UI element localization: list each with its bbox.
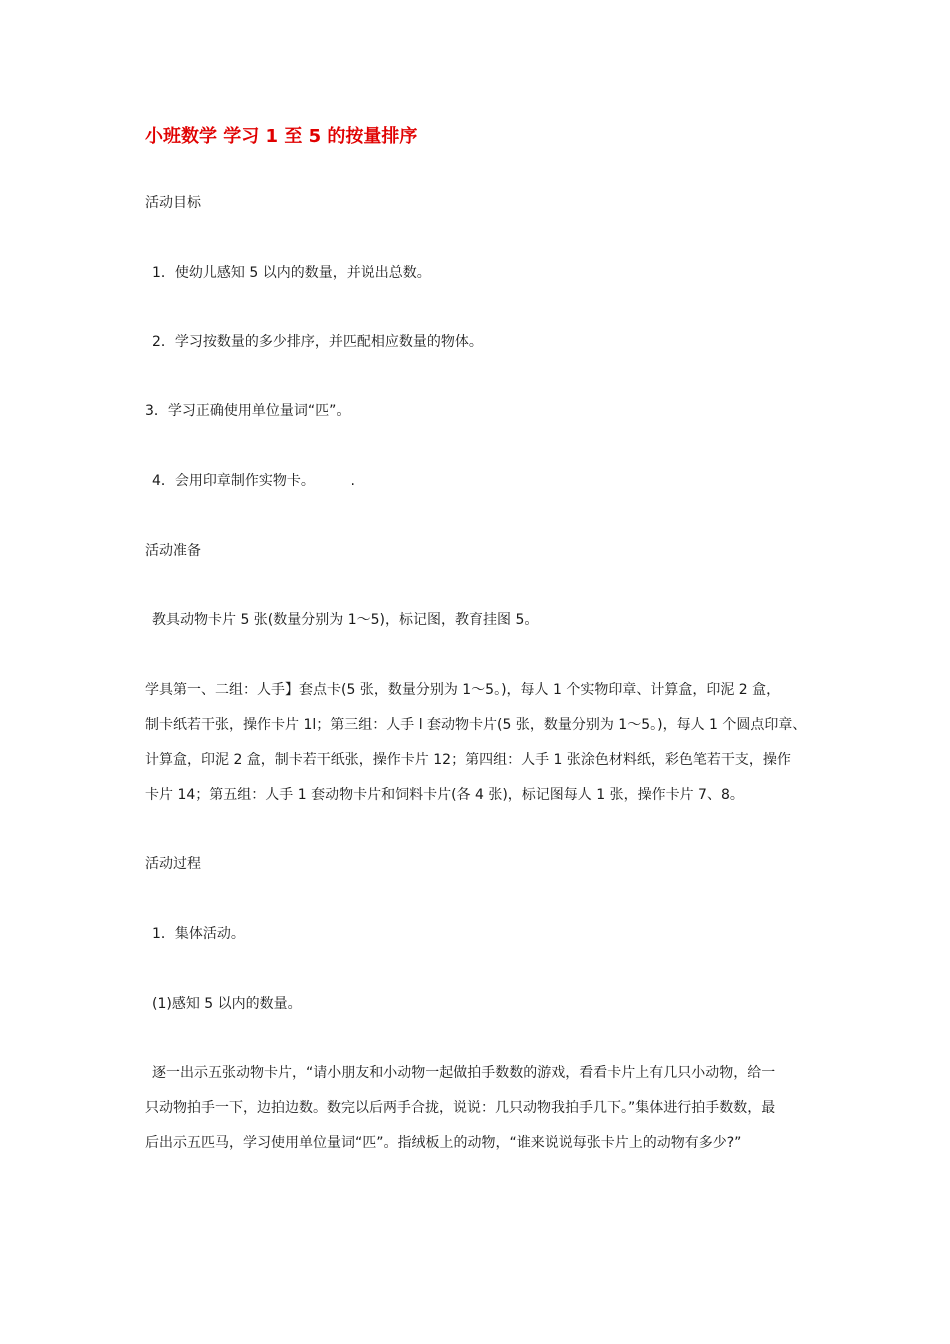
goal-item: 2．学习按数量的多少排序，并匹配相应数量的物体。 [152, 334, 483, 350]
prep-student-line: 卡片 14；第五组：人手 1 套动物卡片和饲料卡片(各 4 张)，标记图每人 1 张，操作卡片 7、8。 [145, 787, 744, 803]
goal-item: 3．学习正确使用单位量词“匹”。 [145, 403, 351, 419]
goals-heading: 活动目标 [145, 195, 201, 211]
process-paragraph-line: 逐一出示五张动物卡片，“请小朋友和小动物一起做拍手数数的游戏，看看卡片上有几只小动物，给一 [152, 1065, 776, 1081]
goal-item: 1．使幼儿感知 5 以内的数量，并说出总数。 [152, 265, 431, 281]
document-title: 小班数学 学习 1 至 5 的按量排序 [145, 126, 418, 147]
process-heading: 活动过程 [145, 856, 201, 872]
process-substep: (1)感知 5 以内的数量。 [152, 996, 302, 1012]
process-paragraph-line: 只动物拍手一下，边拍边数。数完以后两手合拢，说说：几只动物我拍手几下。”集体进行拍手数数，最 [145, 1100, 776, 1116]
prep-teacher-paragraph: 教具动物卡片 5 张(数量分别为 1～5)，标记图，教育挂图 5。 [152, 612, 539, 628]
process-step: 1．集体活动。 [152, 926, 245, 942]
prep-student-line: 计算盒，印泥 2 盒，制卡若干纸张，操作卡片 12；第四组：人手 1 张涂色材料纸，彩色笔若干支，操作 [145, 752, 791, 768]
prep-student-line: 学具第一、二组：人手】套点卡(5 张，数量分别为 1～5。)，每人 1 个实物印章、计算盒，印泥 2 盒， [145, 682, 781, 698]
process-paragraph-line: 后出示五匹马，学习使用单位量词“匹”。指绒板上的动物，“谁来说说每张卡片上的动物有多少?” [145, 1135, 742, 1151]
prep-heading: 活动准备 [145, 543, 201, 559]
prep-student-line: 制卡纸若干张，操作卡片 1l；第三组：人手 l 套动物卡片(5 张，数量分别为 1～5。)，每人 1 个圆点印章、 [145, 717, 807, 733]
goal-item: 4．会用印章制作实物卡。 . [152, 473, 355, 489]
